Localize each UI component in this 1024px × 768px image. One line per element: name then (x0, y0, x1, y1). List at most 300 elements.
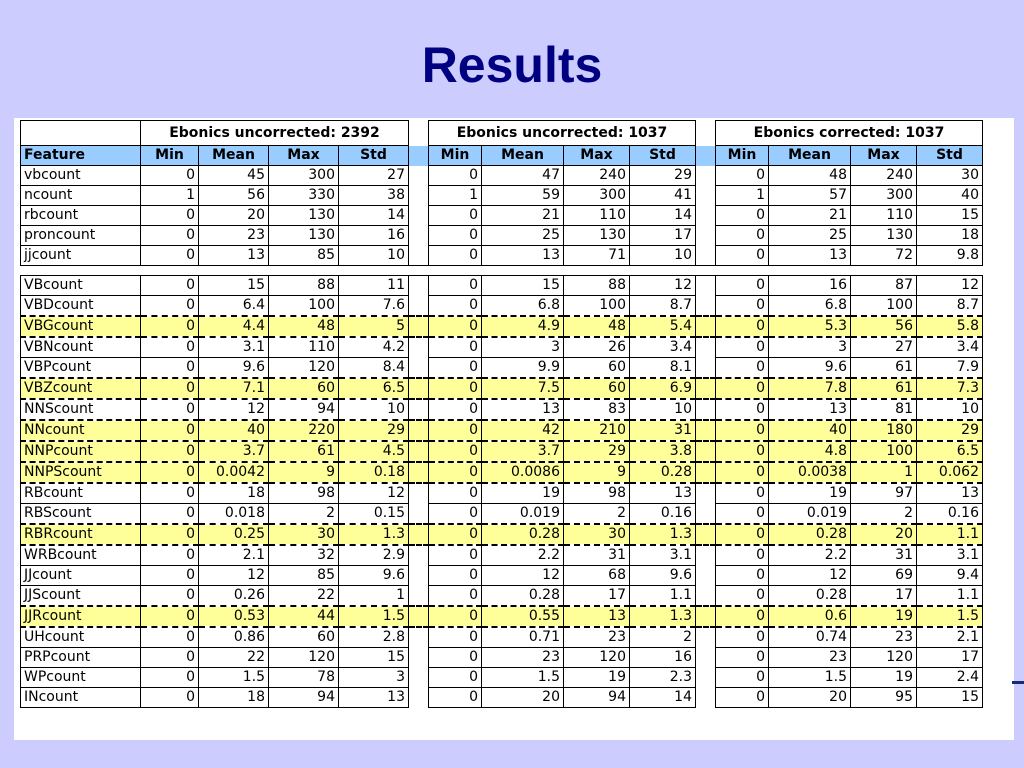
value-cell: 0 (141, 226, 199, 246)
value-cell: 30 (564, 524, 630, 545)
value-cell: 100 (564, 296, 630, 317)
value-cell: 42 (482, 420, 564, 441)
gap-cell (409, 627, 429, 648)
value-cell: 12 (917, 276, 983, 296)
value-cell: 45 (199, 166, 269, 186)
gap-cell (409, 668, 429, 688)
value-cell: 23 (199, 226, 269, 246)
gap-cell (696, 226, 716, 246)
value-cell: 0 (141, 358, 199, 379)
value-cell: 0 (429, 462, 482, 483)
value-cell: 9 (564, 462, 630, 483)
value-cell: 0 (716, 399, 769, 420)
column-header: Max (564, 146, 630, 166)
value-cell: 2 (564, 504, 630, 525)
value-cell: 0.062 (917, 462, 983, 483)
value-cell: 0 (716, 668, 769, 688)
value-cell: 1.1 (917, 586, 983, 607)
value-cell: 25 (482, 226, 564, 246)
gap-cell (409, 206, 429, 226)
value-cell: 6.9 (630, 378, 696, 399)
value-cell: 220 (269, 420, 339, 441)
value-cell: 5.4 (630, 316, 696, 337)
column-header: Std (917, 146, 983, 166)
value-cell: 48 (564, 316, 630, 337)
value-cell: 110 (564, 206, 630, 226)
value-cell: 6.8 (482, 296, 564, 317)
gap-cell (696, 166, 716, 186)
value-cell: 100 (269, 296, 339, 317)
value-cell: 8.1 (630, 358, 696, 379)
gap-cell (696, 296, 716, 317)
value-cell: 72 (851, 246, 917, 266)
value-cell: 1.3 (630, 524, 696, 545)
gap-cell (696, 462, 716, 483)
table-row (21, 483, 983, 504)
value-cell: 1.5 (917, 606, 983, 627)
value-cell: 4.4 (199, 316, 269, 337)
value-cell: 0 (716, 627, 769, 648)
value-cell: 57 (769, 186, 851, 206)
gap-cell (696, 566, 716, 586)
value-cell: 60 (269, 627, 339, 648)
value-cell: 0 (141, 246, 199, 266)
value-cell: 0 (429, 648, 482, 668)
feature-cell: rbcount (21, 206, 141, 226)
gap-cell (409, 648, 429, 668)
value-cell: 3 (482, 337, 564, 358)
value-cell: 25 (769, 226, 851, 246)
value-cell: 0 (716, 586, 769, 607)
value-cell: 0 (429, 420, 482, 441)
column-header: Mean (199, 146, 269, 166)
value-cell: 0 (141, 378, 199, 399)
column-header: Min (716, 146, 769, 166)
value-cell: 1.5 (482, 668, 564, 688)
group-header: Ebonics corrected: 1037 (716, 121, 983, 146)
value-cell: 9.4 (917, 566, 983, 586)
slide-edge-mark (1012, 681, 1024, 684)
value-cell: 6.5 (917, 441, 983, 462)
value-cell: 5 (339, 316, 409, 337)
table-row (21, 524, 983, 545)
table-row (21, 545, 983, 566)
table-row (21, 504, 983, 525)
value-cell: 130 (564, 226, 630, 246)
value-cell: 20 (851, 524, 917, 545)
value-cell: 0 (141, 483, 199, 504)
value-cell: 0 (716, 483, 769, 504)
gap-cell (409, 566, 429, 586)
value-cell: 0 (716, 316, 769, 337)
value-cell: 13 (199, 246, 269, 266)
value-cell: 15 (917, 206, 983, 226)
value-cell: 48 (269, 316, 339, 337)
results-table (20, 120, 983, 708)
value-cell: 0 (141, 586, 199, 607)
value-cell: 98 (269, 483, 339, 504)
value-cell: 240 (564, 166, 630, 186)
value-cell: 130 (269, 206, 339, 226)
gap-cell (409, 504, 429, 525)
group-header-row (21, 121, 983, 146)
value-cell: 60 (564, 358, 630, 379)
value-cell: 0 (429, 586, 482, 607)
value-cell: 0 (716, 337, 769, 358)
value-cell: 3 (769, 337, 851, 358)
feature-cell: jjcount (21, 246, 141, 266)
value-cell: 0 (429, 316, 482, 337)
value-cell: 7.9 (917, 358, 983, 379)
feature-cell: ncount (21, 186, 141, 206)
value-cell: 6.5 (339, 378, 409, 399)
value-cell: 0.0086 (482, 462, 564, 483)
column-header: Min (141, 146, 199, 166)
value-cell: 7.8 (769, 378, 851, 399)
value-cell: 10 (917, 399, 983, 420)
value-cell: 0 (716, 296, 769, 317)
value-cell: 7.6 (339, 296, 409, 317)
gap-cell (696, 586, 716, 607)
value-cell: 2 (630, 627, 696, 648)
value-cell: 17 (630, 226, 696, 246)
value-cell: 6.4 (199, 296, 269, 317)
feature-cell: VBGcount (21, 316, 141, 337)
value-cell: 0 (429, 524, 482, 545)
value-cell: 180 (851, 420, 917, 441)
value-cell: 15 (482, 276, 564, 296)
gap-cell (409, 276, 429, 296)
value-cell: 16 (769, 276, 851, 296)
value-cell: 0 (716, 358, 769, 379)
value-cell: 7.3 (917, 378, 983, 399)
value-cell: 130 (269, 226, 339, 246)
value-cell: 210 (564, 420, 630, 441)
value-cell: 0 (429, 358, 482, 379)
value-cell: 3 (339, 668, 409, 688)
value-cell: 60 (564, 378, 630, 399)
value-cell: 0.26 (199, 586, 269, 607)
value-cell: 2 (269, 504, 339, 525)
table-row (21, 441, 983, 462)
value-cell: 2.8 (339, 627, 409, 648)
value-cell: 20 (769, 688, 851, 708)
value-cell: 85 (269, 246, 339, 266)
value-cell: 0 (429, 166, 482, 186)
gap-cell (409, 441, 429, 462)
value-cell: 23 (482, 648, 564, 668)
value-cell: 300 (564, 186, 630, 206)
gap-cell (409, 420, 429, 441)
value-cell: 0 (141, 166, 199, 186)
gap-cell (409, 186, 429, 206)
value-cell: 6.8 (769, 296, 851, 317)
gap-cell (409, 226, 429, 246)
value-cell: 2.3 (630, 668, 696, 688)
value-cell: 17 (564, 586, 630, 607)
gap-cell (696, 121, 716, 146)
value-cell: 0.28 (482, 524, 564, 545)
value-cell: 0 (429, 378, 482, 399)
value-cell: 0 (429, 504, 482, 525)
value-cell: 32 (269, 545, 339, 566)
value-cell: 0.28 (482, 586, 564, 607)
value-cell: 3.7 (199, 441, 269, 462)
value-cell: 0 (429, 627, 482, 648)
value-cell: 0.28 (769, 586, 851, 607)
value-cell: 13 (769, 399, 851, 420)
value-cell: 19 (564, 668, 630, 688)
value-cell: 21 (769, 206, 851, 226)
table-row (21, 316, 983, 337)
value-cell: 1 (141, 186, 199, 206)
gap-cell (409, 146, 429, 166)
value-cell: 81 (851, 399, 917, 420)
value-cell: 10 (339, 246, 409, 266)
value-cell: 4.8 (769, 441, 851, 462)
value-cell: 21 (482, 206, 564, 226)
value-cell: 9 (269, 462, 339, 483)
value-cell: 3.4 (630, 337, 696, 358)
value-cell: 69 (851, 566, 917, 586)
value-cell: 29 (630, 166, 696, 186)
value-cell: 68 (564, 566, 630, 586)
value-cell: 330 (269, 186, 339, 206)
feature-cell: VBcount (21, 276, 141, 296)
value-cell: 0.0038 (769, 462, 851, 483)
results-table-panel (14, 118, 1014, 740)
gap-cell (409, 358, 429, 379)
value-cell: 4.5 (339, 441, 409, 462)
value-cell: 0 (141, 668, 199, 688)
gap-cell (696, 504, 716, 525)
value-cell: 12 (199, 399, 269, 420)
value-cell: 110 (269, 337, 339, 358)
value-cell: 40 (199, 420, 269, 441)
table-row (21, 206, 983, 226)
feature-cell: VBNcount (21, 337, 141, 358)
block-separator (21, 266, 983, 276)
gap-cell (696, 316, 716, 337)
value-cell: 3.1 (917, 545, 983, 566)
table-row (21, 378, 983, 399)
gap-cell (409, 337, 429, 358)
value-cell: 1 (429, 186, 482, 206)
value-cell: 0 (429, 226, 482, 246)
value-cell: 0 (141, 462, 199, 483)
value-cell: 120 (851, 648, 917, 668)
value-cell: 0.28 (630, 462, 696, 483)
value-cell: 29 (564, 441, 630, 462)
value-cell: 14 (630, 206, 696, 226)
value-cell: 120 (564, 648, 630, 668)
table-row (21, 337, 983, 358)
value-cell: 300 (269, 166, 339, 186)
feature-cell: NNcount (21, 420, 141, 441)
value-cell: 98 (564, 483, 630, 504)
gap-cell (696, 358, 716, 379)
value-cell: 0.18 (339, 462, 409, 483)
gap-cell (409, 483, 429, 504)
value-cell: 0 (141, 316, 199, 337)
value-cell: 20 (199, 206, 269, 226)
value-cell: 100 (851, 441, 917, 462)
value-cell: 0 (141, 688, 199, 708)
column-header: Max (269, 146, 339, 166)
value-cell: 0.28 (769, 524, 851, 545)
value-cell: 2.9 (339, 545, 409, 566)
column-header-row (21, 146, 983, 166)
feature-cell: VBZcount (21, 378, 141, 399)
value-cell: 14 (630, 688, 696, 708)
table-row (21, 186, 983, 206)
empty-corner-cell (21, 121, 141, 146)
value-cell: 0 (141, 504, 199, 525)
value-cell: 97 (851, 483, 917, 504)
value-cell: 2.2 (769, 545, 851, 566)
group-header: Ebonics uncorrected: 1037 (429, 121, 696, 146)
value-cell: 27 (339, 166, 409, 186)
value-cell: 1.1 (917, 524, 983, 545)
value-cell: 13 (769, 246, 851, 266)
value-cell: 1.1 (630, 586, 696, 607)
value-cell: 0 (141, 524, 199, 545)
value-cell: 30 (269, 524, 339, 545)
value-cell: 0 (716, 648, 769, 668)
gap-cell (696, 668, 716, 688)
value-cell: 22 (199, 648, 269, 668)
value-cell: 41 (630, 186, 696, 206)
value-cell: 100 (851, 296, 917, 317)
value-cell: 1.5 (199, 668, 269, 688)
gap-cell (409, 606, 429, 627)
column-header: Min (429, 146, 482, 166)
value-cell: 2.2 (482, 545, 564, 566)
value-cell: 13 (339, 688, 409, 708)
gap-cell (409, 586, 429, 607)
value-cell: 110 (851, 206, 917, 226)
value-cell: 19 (851, 668, 917, 688)
value-cell: 23 (564, 627, 630, 648)
results-table-body (21, 166, 983, 708)
value-cell: 0.019 (482, 504, 564, 525)
value-cell: 13 (917, 483, 983, 504)
column-header: Feature (21, 146, 141, 166)
value-cell: 83 (564, 399, 630, 420)
value-cell: 0 (141, 627, 199, 648)
gap-cell (696, 524, 716, 545)
feature-cell: NNPScount (21, 462, 141, 483)
value-cell: 9.6 (630, 566, 696, 586)
value-cell: 0.16 (917, 504, 983, 525)
feature-cell: PRPcount (21, 648, 141, 668)
feature-cell: UHcount (21, 627, 141, 648)
value-cell: 10 (339, 399, 409, 420)
value-cell: 15 (199, 276, 269, 296)
gap-cell (409, 246, 429, 266)
value-cell: 9.8 (917, 246, 983, 266)
feature-cell: JJScount (21, 586, 141, 607)
value-cell: 23 (851, 627, 917, 648)
table-row (21, 688, 983, 708)
value-cell: 0 (716, 420, 769, 441)
value-cell: 12 (769, 566, 851, 586)
table-row (21, 668, 983, 688)
gap-cell (696, 378, 716, 399)
value-cell: 4.2 (339, 337, 409, 358)
gap-cell (696, 246, 716, 266)
value-cell: 47 (482, 166, 564, 186)
value-cell: 0.71 (482, 627, 564, 648)
gap-cell (696, 337, 716, 358)
feature-cell: NNScount (21, 399, 141, 420)
value-cell: 0 (429, 399, 482, 420)
gap-cell (696, 688, 716, 708)
value-cell: 85 (269, 566, 339, 586)
value-cell: 0 (141, 296, 199, 317)
value-cell: 0 (716, 524, 769, 545)
value-cell: 31 (564, 545, 630, 566)
table-row (21, 627, 983, 648)
value-cell: 1.5 (339, 606, 409, 627)
feature-cell: JJcount (21, 566, 141, 586)
value-cell: 0 (429, 337, 482, 358)
value-cell: 88 (564, 276, 630, 296)
value-cell: 1.3 (339, 524, 409, 545)
table-row (21, 296, 983, 317)
column-header: Mean (482, 146, 564, 166)
value-cell: 95 (851, 688, 917, 708)
value-cell: 7.5 (482, 378, 564, 399)
value-cell: 0 (716, 246, 769, 266)
slide-title: Results (421, 37, 603, 93)
value-cell: 0 (716, 688, 769, 708)
value-cell: 5.3 (769, 316, 851, 337)
value-cell: 61 (269, 441, 339, 462)
gap-cell (409, 316, 429, 337)
table-row (21, 166, 983, 186)
value-cell: 0 (141, 545, 199, 566)
value-cell: 0 (141, 606, 199, 627)
value-cell: 0 (429, 566, 482, 586)
value-cell: 19 (851, 606, 917, 627)
value-cell: 48 (769, 166, 851, 186)
value-cell: 13 (482, 399, 564, 420)
value-cell: 0 (429, 606, 482, 627)
value-cell: 19 (769, 483, 851, 504)
column-header: Max (851, 146, 917, 166)
value-cell: 94 (564, 688, 630, 708)
feature-cell: RBScount (21, 504, 141, 525)
gap-cell (409, 378, 429, 399)
gap-cell (696, 146, 716, 166)
value-cell: 19 (482, 483, 564, 504)
value-cell: 0 (141, 566, 199, 586)
value-cell: 2.1 (199, 545, 269, 566)
value-cell: 0 (429, 441, 482, 462)
gap-cell (409, 296, 429, 317)
value-cell: 88 (269, 276, 339, 296)
value-cell: 9.6 (339, 566, 409, 586)
table-row (21, 226, 983, 246)
value-cell: 14 (339, 206, 409, 226)
value-cell: 0.74 (769, 627, 851, 648)
value-cell: 44 (269, 606, 339, 627)
value-cell: 13 (630, 483, 696, 504)
feature-cell: WPcount (21, 668, 141, 688)
value-cell: 40 (917, 186, 983, 206)
gap-cell (696, 483, 716, 504)
